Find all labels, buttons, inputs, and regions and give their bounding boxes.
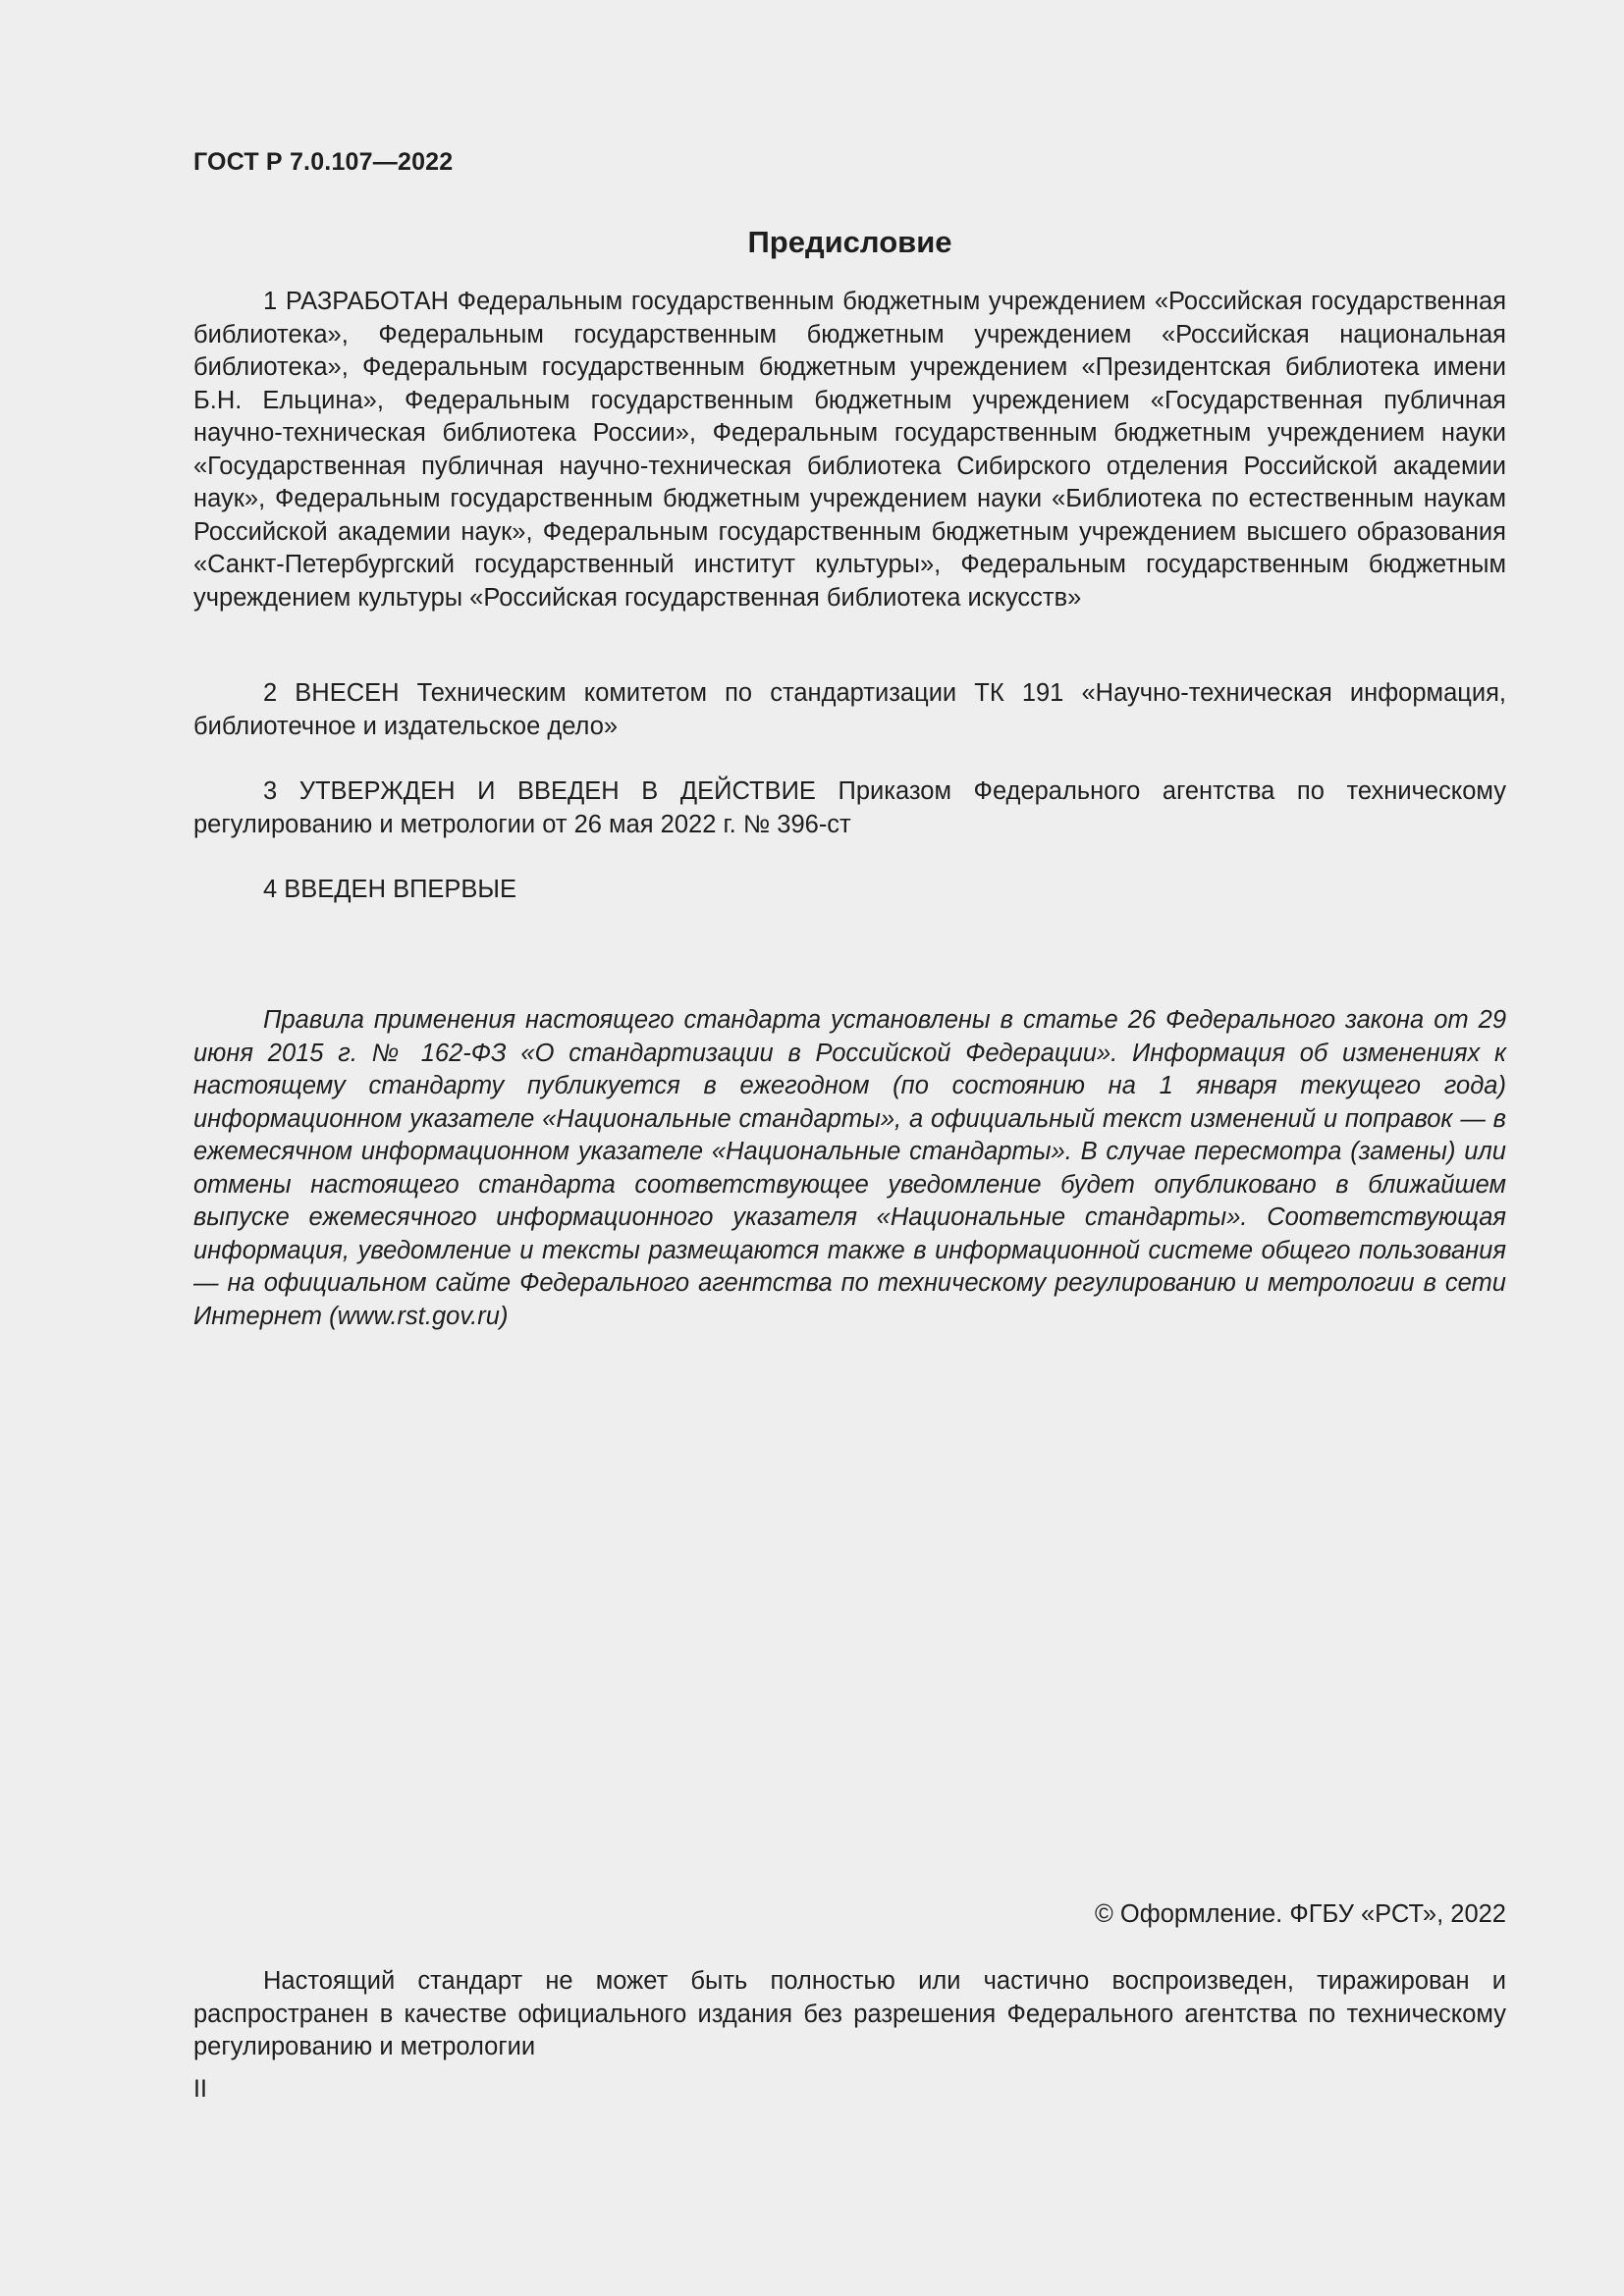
document-page <box>193 0 1506 2296</box>
foreword-item-introduced: 4 ВВЕДЕН ВПЕРВЫЕ <box>263 876 517 903</box>
page-number: II <box>193 2075 207 2103</box>
foreword-item-approved: 3 УТВЕРЖДЕН И ВВЕДЕН В ДЕЙСТВИЕ Приказом Федерального агентства по техническому регулированию и метрологии от 26 мая 2022 г. № 396-ст <box>193 777 1506 838</box>
page-title: Предисловие <box>747 225 952 259</box>
reproduction-rights-notice: Настоящий стандарт не может быть полностью или частично воспроизведен, тиражирован и распространен в качестве официального издания без разрешения Федерального агентства по техническому регулированию и метрологии <box>193 1967 1506 2060</box>
application-rules-notice: Правила применения настоящего стандарта установлены в статье 26 Федерального закона от 29 июня 2015 г. № 162-ФЗ «О стандартизации в Российской Федерации». Информация об изменениях к настоящему стандарту публикуется в ежегодном (по состоянию на 1 января текущего года) информационном указателе «Национальные стандарты», а официальный текст изменений и поправок — в ежемесячном информационном указателе «Национальные стандарты». В случае пересмотра (замены) или отмены настоящего стандарта соответствующее уведомление будет опубликовано в ближайшем выпуске ежемесячного информационного указателя «Национальные стандарты». Соответствующая информация, уведомление и тексты размещаются также в информационной системе общего пользования — на официальном сайте Федерального агентства по техническому регулированию и метрологии в сети Интернет (www.rst.gov.ru) <box>193 1006 1506 1330</box>
copyright-line: © Оформление. ФГБУ «РСТ», 2022 <box>1095 1900 1506 1928</box>
foreword-item-developed: 1 РАЗРАБОТАН Федеральным государственным бюджетным учреждением «Российская государственная библиотека», Федеральным государственным бюджетным учреждением «Российская национальная библиотека», Федеральным государственным бюджетным учреждением «Президентская библиотека имени Б.Н. Ельцина», Федеральным государственным бюджетным учреждением «Государственная публичная научно-техническая библиотека России», Федеральным государственным бюджетным учреждением науки «Государственная публичная научно-техническая библиотека Сибирского отделения Российской академии наук», Федеральным государственным бюджетным учреждением науки «Библиотека по естественным наукам Российской академии наук», Федеральным государственным бюджетным учреждением высшего образования «Санкт-Петербургский государственный институт культуры», Федеральным государственным бюджетным учреждением культуры «Российская государственная библиотека искусств» <box>193 288 1506 612</box>
document-code: ГОСТ Р 7.0.107—2022 <box>193 148 454 176</box>
foreword-item-submitted: 2 ВНЕСЕН Техническим комитетом по стандартизации ТК 191 «Научно-техническая информация, библиотечное и издательское дело» <box>193 679 1506 740</box>
